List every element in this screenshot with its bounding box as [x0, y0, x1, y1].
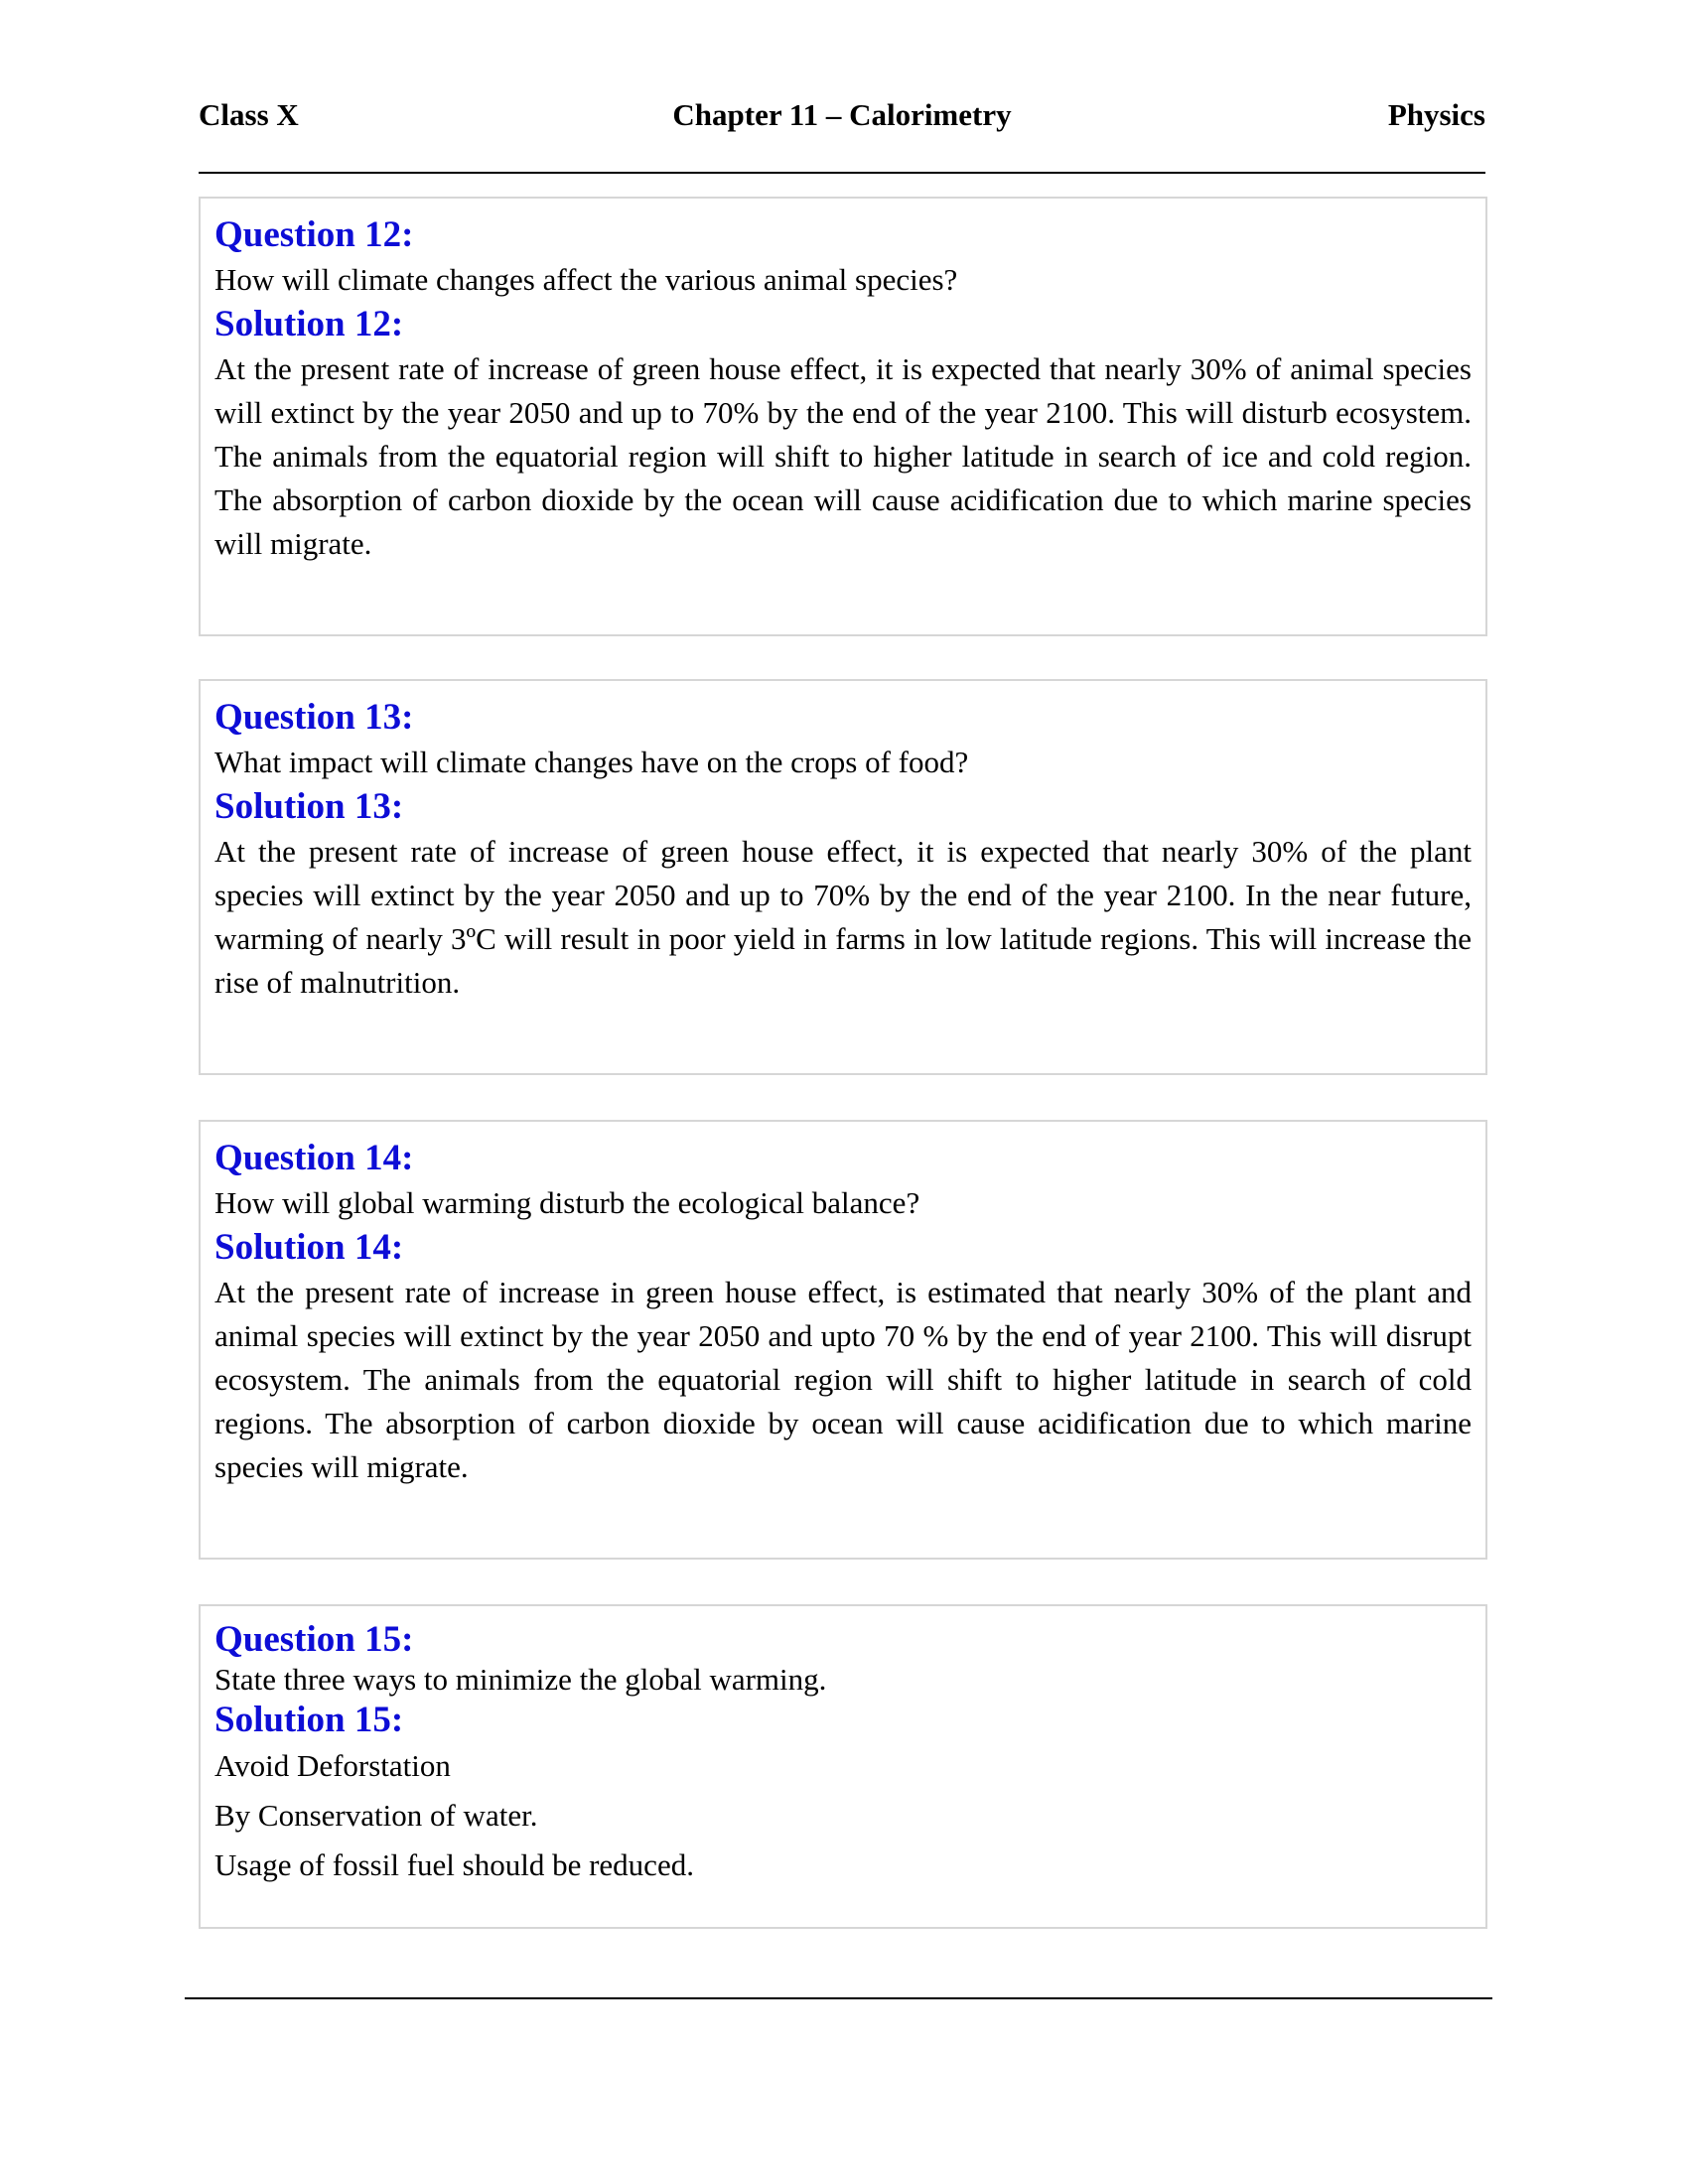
qa-box-12 — [199, 197, 1487, 636]
solution-title: Solution 12: — [214, 304, 404, 344]
solution-list-item: Usage of fossil fuel should be reduced. — [214, 1847, 694, 1882]
question-title: Question 14: — [214, 1138, 414, 1178]
question-title: Question 15: — [214, 1619, 414, 1660]
qa-box-13 — [199, 679, 1487, 1075]
header-subject-label: Physics — [1387, 97, 1485, 132]
qa-box-14 — [199, 1120, 1487, 1560]
solution-text: At the present rate of increase in green house effect, is estimated that nearly 30% of the plant and animal species will extinct by the year 2050 and upto 70 % by the end of year 2100. This will disrupt ecosystem. The animals from the equatorial region will shift to higher latitude in search of cold regions. The absorption of carbon dioxide by ocean will cause acidification due to which marine species will migrate. — [214, 1275, 1472, 1484]
question-text: What impact will climate changes have on the crops of food? — [214, 745, 969, 779]
solution-list-item: By Conservation of water. — [214, 1798, 538, 1833]
solution-text: At the present rate of increase of green house effect, it is expected that nearly 30% of animal species will extinct by the year 2050 and up to 70% by the end of the year 2100. This will disturb ecosystem. The animals from the equatorial region will shift to higher latitude in search of ice and cold region. The absorption of carbon dioxide by the ocean will cause acidification due to which marine species will migrate. — [214, 351, 1472, 561]
page-header — [199, 97, 1485, 145]
footer-divider — [185, 1997, 1492, 1999]
question-title: Question 13: — [214, 697, 414, 738]
header-class-label: Class X — [199, 97, 299, 132]
header-divider — [199, 172, 1485, 174]
question-text: How will global warming disturb the ecological balance? — [214, 1185, 920, 1220]
question-text: State three ways to minimize the global warming. — [214, 1662, 827, 1697]
solution-text: At the present rate of increase of green house effect, it is expected that nearly 30% of the plant species will extinct by the year 2050 and up to 70% by the end of the year 2100. In the near future, warming of nearly 3ºC will result in poor yield in farms in low latitude regions. This will increase the rise of malnutrition. — [214, 834, 1472, 1000]
solution-list-item: Avoid Deforstation — [214, 1748, 451, 1783]
qa-box-15 — [199, 1604, 1487, 1929]
question-text: How will climate changes affect the various animal species? — [214, 262, 958, 297]
question-title: Question 12: — [214, 214, 414, 255]
header-chapter-title: Chapter 11 – Calorimetry — [672, 97, 1012, 132]
solution-title: Solution 14: — [214, 1227, 404, 1268]
solution-title: Solution 13: — [214, 786, 404, 827]
solution-title: Solution 15: — [214, 1700, 404, 1740]
